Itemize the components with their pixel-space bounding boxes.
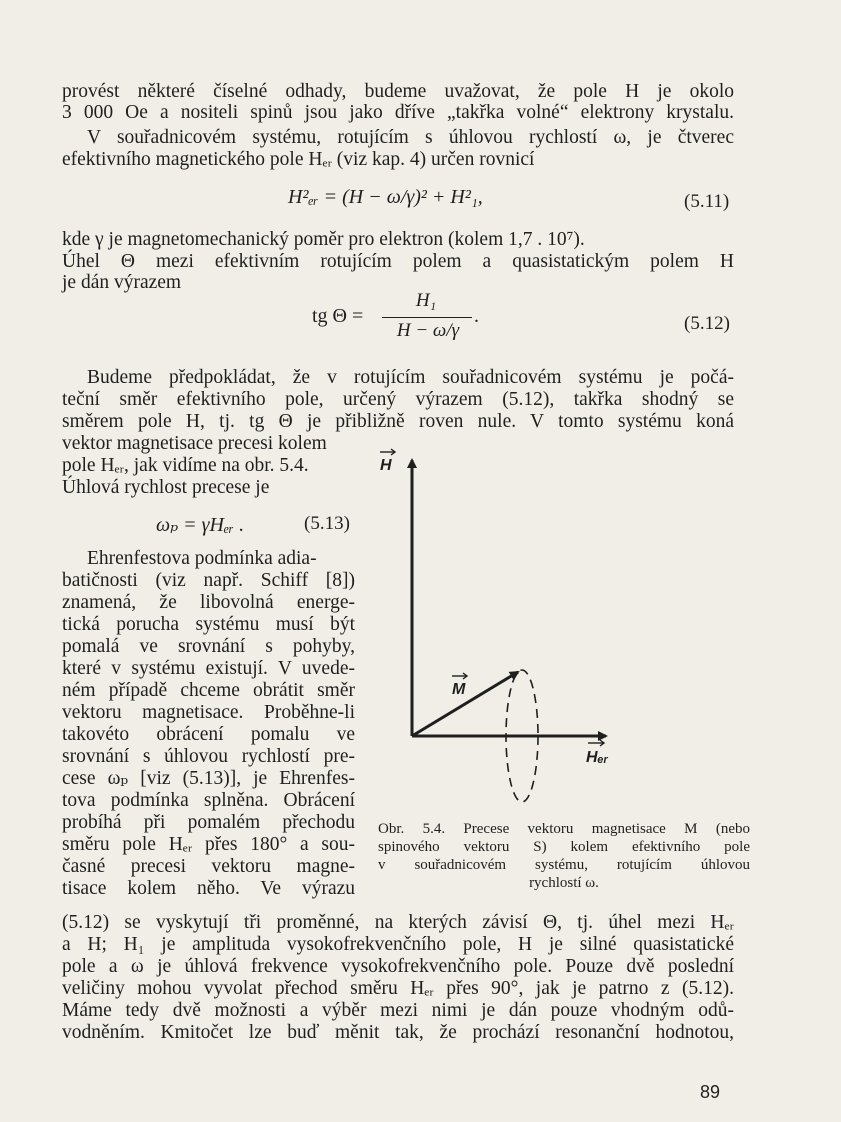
text-line: takovéto obrácení pomalu ve (62, 724, 355, 745)
equation-5-12-dot: . (474, 305, 479, 327)
text-line: provést některé číselné odhady, budeme uvažovat, že pole H je okolo (62, 81, 734, 102)
equation-5-13: ωₚ = γHₑᵣ . (156, 514, 245, 536)
equation-5-12-numerator: H₁ (415, 290, 437, 311)
text-line: vodněním. Kmitočet lze buď měnit tak, že prochází resonanční hodnotou, (62, 1022, 734, 1043)
text-line: Úhel Θ mezi efektivním rotujícím polem a quasistatickým polem H (62, 251, 734, 272)
text-line: je dán výrazem (62, 272, 182, 293)
equation-5-12-denominator: H − ω/γ (396, 320, 460, 341)
text-line: Máme tedy dvě možnosti a výběr mezi nimi je dán pouze vhodným odů- (62, 1000, 734, 1021)
text-line: znamená, že libovolná energe- (62, 592, 355, 613)
text-line: vektoru magnetisace. Proběhne-li (62, 702, 355, 723)
caption-line: v souřadnicovém systému, rotujícím úhlovou (378, 857, 750, 873)
equation-number: (5.12) (684, 313, 730, 334)
equation-number: (5.13) (304, 513, 350, 534)
caption-line: spinového vektoru S) kolem efektivního pole (378, 839, 750, 855)
text-line: V souřadnicovém systému, rotujícím s úhlovou rychlostí ω, je čtverec (87, 127, 734, 148)
text-line: tisace kolem něho. Ve výrazu (62, 878, 355, 899)
text-line: směrem pole H, tj. tg Θ je přibližně roven nule. V tomto systému koná (62, 411, 734, 432)
text-line: tická porucha systému musí být (62, 614, 355, 635)
caption-line: Obr. 5.4. Precese vektoru magnetisace M (nebo (378, 821, 750, 837)
equation-number: (5.11) (684, 191, 730, 212)
text-line: směru pole Hₑᵣ přes 180° a sou- (62, 834, 355, 855)
text-line: ném případě chceme obrátit směr (62, 680, 355, 701)
text-line: efektivního magnetického pole Hₑᵣ (viz kap. 4) určen rovnicí (62, 149, 535, 170)
text-line: pole a ω je úhlová frekvence vysokofrekvenčního pole. Pouze dvě poslední (62, 956, 734, 977)
her-label: Hₑᵣ (586, 749, 609, 766)
text-line: veličiny mohou vyvolat přechod směru Hₑᵣ přes 90°, jak je patrno z (5.12). (62, 978, 734, 999)
text-line: a H; H₁ je amplituda vysokofrekvenčního pole, H je silné quasistatické (62, 934, 734, 955)
text-line: pomalá ve srovnání s pohyby, (62, 636, 355, 657)
text-line: (5.12) se vyskytují tři proměnné, na kterých závisí Θ, tj. úhel mezi Hₑᵣ (62, 912, 734, 933)
text-line: 3 000 Oe a nositeli spinů jsou jako dříve „takřka volné“ elektrony krystalu. (62, 102, 734, 123)
text-line: vektor magnetisace precesi kolem (62, 433, 327, 454)
text-line: batičnosti (viz např. Schiff [8]) (62, 570, 355, 591)
text-line: Úhlová rychlost precese je (62, 477, 270, 498)
text-line: kde γ je magnetomechanický poměr pro elektron (kolem 1,7 . 10⁷). (62, 229, 585, 250)
m-label: M (452, 681, 466, 698)
text-line: cese ωₚ [viz (5.13)], je Ehrenfes- (62, 768, 355, 789)
fraction-bar (382, 317, 472, 318)
text-line: Ehrenfestova podmínka adia- (87, 548, 317, 569)
text-line: srovnání s úhlovou rychlostí pre- (62, 746, 355, 767)
text-line: probíhá při pomalém přechodu (62, 812, 355, 833)
page-number: 89 (700, 1082, 721, 1102)
text-line: teční směr efektivního pole, určený výrazem (5.12), takřka shodný se (62, 389, 734, 410)
text-line: pole Hₑᵣ, jak vidíme na obr. 5.4. (62, 455, 309, 476)
text-line: časné precesi vektoru magne- (62, 856, 355, 877)
text-line: které v systému existují. V uvede- (62, 658, 355, 679)
figure-caption (378, 820, 750, 892)
caption-line: rychlostí ω. (529, 875, 599, 891)
equation-5-11: H²ₑᵣ = (H − ω/γ)² + H²₁, (288, 186, 483, 208)
text-line: Budeme předpokládat, že v rotujícím souřadnicovém systému je počá- (87, 367, 734, 388)
equation-5-12-lhs: tg Θ = (312, 305, 364, 327)
precession-figure (370, 440, 750, 820)
text-line: tova podmínka splněna. Obrácení (62, 790, 355, 811)
h-label: H (380, 457, 392, 474)
